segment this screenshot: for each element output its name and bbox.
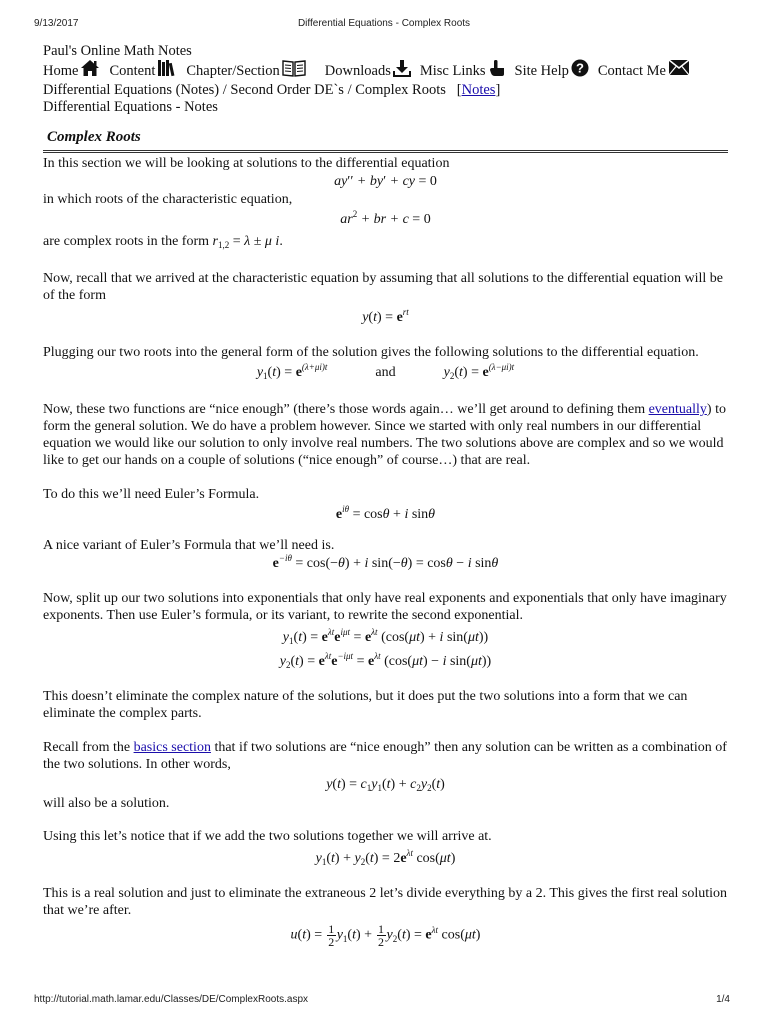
envelope-icon [668,59,690,83]
nav-home-label: Home [43,63,79,79]
eventually-link[interactable]: eventually [648,402,707,417]
equation-combination: $y(t) = c_1y_1(t) + c_2y_2(t)$ [326,777,445,793]
para-intro: In this section we will be looking at solutions to the differential equation [43,156,450,171]
para-real-solution: This is a real solution and just to eliminate the extraneous 2 let’s divide everything by a 2. This gives the first real solution that we’re after. [43,886,728,918]
equation-two-solutions: $y_1(t) = e^{(\lambda+\mu i)t}$ and $y_2(t) = e^{(\lambda-\mu i)t}$ [256,362,515,381]
download-icon [393,59,411,84]
breadcrumb-separator: / [219,82,231,98]
print-page-number: 1/4 [716,994,730,1005]
breadcrumb-de-notes[interactable]: Differential Equations (Notes) [43,82,220,98]
equation-euler-variant: $e^{-i\theta} = \cos(-\theta) + i$ sin(−θ) = cosθ − i sinθ [272,553,499,571]
breadcrumb-second-order[interactable]: Second Order DE`s [230,82,344,98]
section-title: Complex Roots [47,129,141,145]
nav-contact-me[interactable] [598,59,690,83]
para-complex-form: are complex roots in the form $r_{1,2} = \lambda \pm \mu$ i. [43,234,283,250]
nav-misc-links[interactable] [420,59,506,84]
para-also-solution: will also be a solution. [43,796,170,811]
para-split: Now, split up our two solutions into exponentials that only have real exponents and exponentials that only have imaginary exponents. Then use Euler’s formula, or its variant, to rewrite the second exponential. [43,591,727,623]
question-icon [571,59,589,84]
equation-sum: $y_1(t) + y_2(t) = 2e^{\lambda t}$ cos(μt) [315,848,456,867]
equation-y1-expanded: $y_1(t) = e^{\lambda t}e^{i\mu t} = e^{\lambda t}$ (cos(μt) + i sin(μt)) [282,627,489,646]
breadcrumb-complex-roots[interactable]: Complex Roots [355,82,446,98]
page-content [43,43,728,948]
nav-contact-label: Contact Me [597,63,666,79]
para-basics: Recall from the basics section that if two solutions are “nice enough” then any solution can be written as a combination of the two solutions. In other words, [43,740,727,772]
equation-u: u(t) = $\frac{1}{2}$ $y_1(t)$ + $\frac{1}{2}$ $y_2(t) = e^{\lambda t}$ cos(μt) [290,922,481,949]
para-eliminate: This doesn’t eliminate the complex nature of the solutions, but it does put the two solutions into a form that we can eliminate the complex parts. [43,689,688,721]
nav-content-label: Content [109,63,156,79]
notes-link[interactable]: Notes [461,82,496,98]
nav-misc-label: Misc Links [419,63,486,79]
nav-downloads-label: Downloads [324,63,391,79]
para-nice-enough: Now, these two functions are “nice enough” (there’s those words again… we’ll get around to defining them eventually) to form the general solution. We do have a problem however. Since we started with only real numbers in our differential equation we would like our solution to only involve real numbers. The two solutions above are complex and so we would like to get our hands on a couple of solutions (“nice enough” of course…) that are real. [43,402,726,468]
site-title: Paul's Online Math Notes [43,43,192,59]
nav-chapter-label: Chapter/Section [186,63,280,79]
books-icon [157,59,177,84]
para-characteristic: in which roots of the characteristic equation, [43,192,293,207]
and-word: and [375,365,396,380]
main-nav [43,60,728,82]
svg-text:?: ? [575,60,584,75]
home-icon [80,59,100,84]
section-divider [43,150,728,153]
notes-subtitle: Differential Equations - Notes [43,99,218,115]
basics-section-link[interactable]: basics section [133,740,211,755]
print-page-title: Differential Equations - Complex Roots [297,18,471,29]
para-euler-need: To do this we’ll need Euler’s Formula. [43,487,260,502]
nav-downloads[interactable] [325,59,411,84]
nav-site-help[interactable] [515,59,589,84]
breadcrumb: Differential Equations (Notes) / Second Order DE`s / Complex Roots [Notes] [43,82,501,98]
equation-euler: $e^{i\theta} = \cos\theta + i$ sinθ [335,504,436,522]
equation-assumed-solution: $y(t) = e^{rt}$ [362,307,409,325]
pointing-hand-icon [488,59,506,84]
nav-home[interactable] [43,59,100,84]
para-assumed-form: Now, recall that we arrived at the characteristic equation by assuming that all solutions to the differential equation will be of the form [43,271,723,303]
para-plug-roots: Plugging our two roots into the general form of the solution gives the following solutions to the differential equation. [43,345,699,360]
breadcrumb-separator: / [343,82,356,98]
equation-y2-expanded: $y_2(t) = e^{\lambda t}e^{-i\mu t} = e^{\lambda t}$ (cos(μt) − i sin(μt)) [279,651,492,670]
equation-ode: ay′′ + by′ + cy = 0 [334,174,437,189]
open-book-icon [282,59,306,84]
print-date: 9/13/2017 [34,18,79,29]
nav-help-label: Site Help [514,63,569,79]
para-add-solutions: Using this let’s notice that if we add the two solutions together we will arrive at. [43,829,492,844]
nav-chapter-section[interactable] [186,59,305,84]
para-euler-variant: A nice variant of Euler’s Formula that we’ll need is. [43,538,335,553]
equation-characteristic: $ar^2$ + br + c = 0 [340,209,431,227]
equation-roots: $r_{1,2} = \lambda \pm \mu$ i [212,234,280,250]
nav-content[interactable] [109,59,177,84]
print-url: http://tutorial.math.lamar.edu/Classes/DE/ComplexRoots.aspx [34,994,309,1005]
